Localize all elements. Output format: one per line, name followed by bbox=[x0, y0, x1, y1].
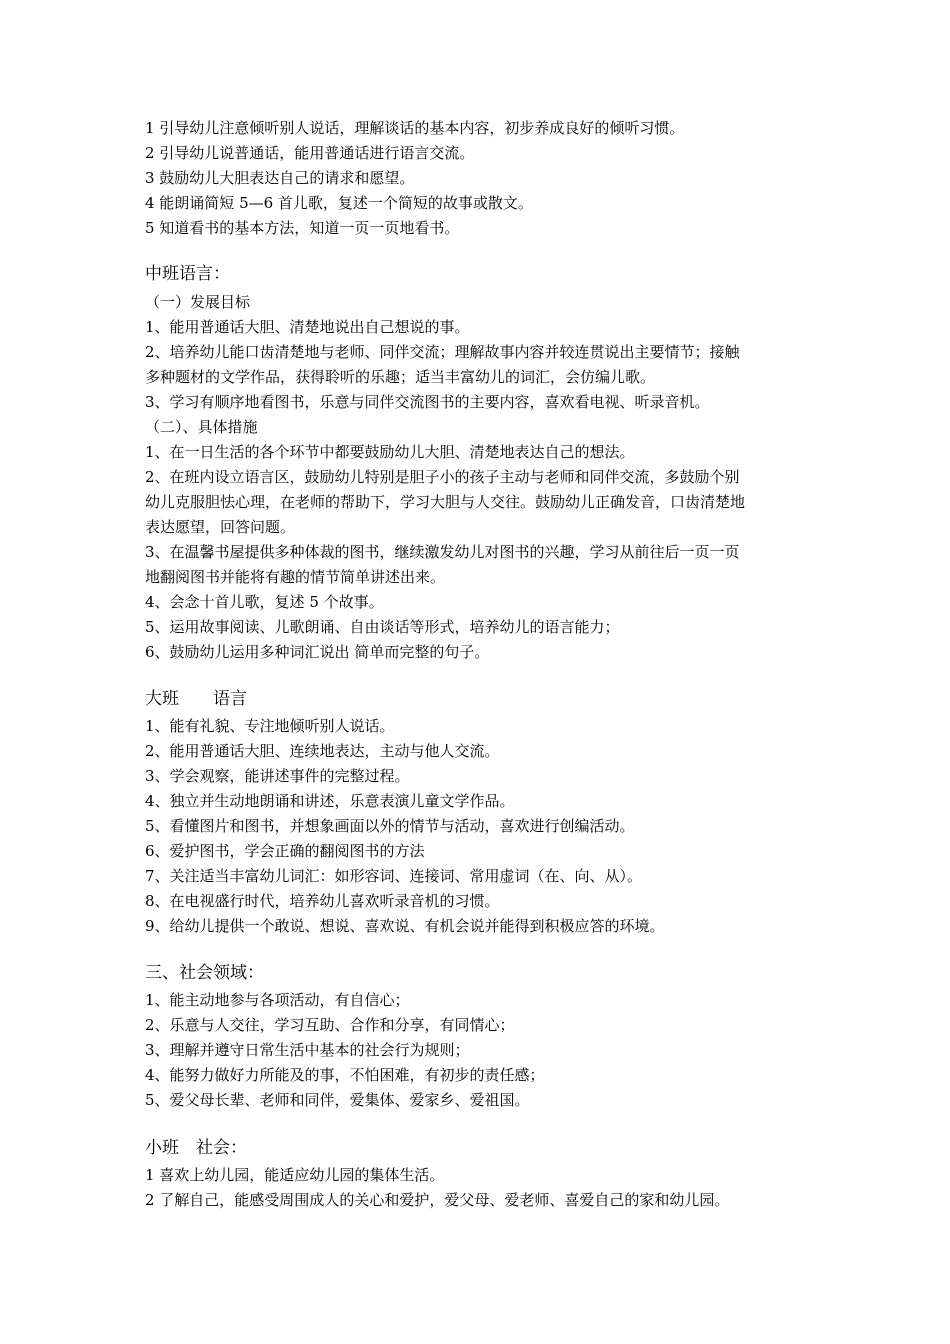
senior-item-4: 4、独立并生动地朗诵和讲述，乐意表演儿童文学作品。 bbox=[145, 792, 515, 810]
middle-measure-6: 6、鼓励幼儿运用多种词汇说出 简单而完整的句子。 bbox=[145, 643, 490, 661]
intro-line-1: 1 引导幼儿注意倾听别人说话，理解谈话的基本内容，初步养成良好的倾听习惯。 bbox=[145, 119, 685, 137]
middle-measure-5: 5、运用故事阅读、儿歌朗诵、自由谈话等形式，培养幼儿的语言能力； bbox=[145, 618, 620, 636]
social-heading: 三、社会领域： bbox=[145, 963, 264, 983]
social-item-1: 1、能主动地参与各项活动，有自信心； bbox=[145, 991, 410, 1009]
social-item-3: 3、理解并遵守日常生活中基本的社会行为规则； bbox=[145, 1041, 470, 1059]
small-social-item-1: 1 喜欢上幼儿园，能适应幼儿园的集体生活。 bbox=[145, 1166, 445, 1184]
middle-goal-2: 2、培养幼儿能口齿清楚地与老师、同伴交流；理解故事内容并较连贯说出主要情节；接触 bbox=[145, 343, 740, 361]
intro-line-2: 2 引导幼儿说普通话，能用普通话进行语言交流。 bbox=[145, 144, 475, 162]
small-social-heading: 小班 社会： bbox=[145, 1138, 247, 1158]
senior-item-1: 1、能有礼貌、专注地倾听别人说话。 bbox=[145, 717, 395, 735]
middle-goal-1: 1、能用普通话大胆、清楚地说出自己想说的事。 bbox=[145, 318, 470, 336]
middle-measures-title: （二）、具体措施 bbox=[145, 418, 258, 436]
small-social-item-2: 2 了解自己，能感受周围成人的关心和爱护，爱父母、爱老师、喜爱自己的家和幼儿园。 bbox=[145, 1191, 730, 1209]
social-item-5: 5、爱父母长辈、老师和同伴，爱集体、爱家乡、爱祖国。 bbox=[145, 1091, 530, 1109]
social-item-2: 2、乐意与人交往，学习互助、合作和分享，有同情心； bbox=[145, 1016, 515, 1034]
senior-item-5: 5、看懂图片和图书，并想象画面以外的情节与活动，喜欢进行创编活动。 bbox=[145, 817, 635, 835]
social-item-4: 4、能努力做好力所能及的事，不怕困难，有初步的责任感； bbox=[145, 1066, 545, 1084]
middle-measure-3: 3、在温馨书屋提供多种体裁的图书，继续激发幼儿对图书的兴趣，学习从前往后一页一页 bbox=[145, 543, 740, 561]
middle-measure-4: 4、会念十首儿歌，复述 5 个故事。 bbox=[145, 593, 384, 611]
middle-goals-title: （一）发展目标 bbox=[145, 293, 251, 311]
senior-item-2: 2、能用普通话大胆、连续地表达，主动与他人交流。 bbox=[145, 742, 500, 760]
middle-goal-2-cont: 多种题材的文学作品，获得聆听的乐趣；适当丰富幼儿的词汇，会仿编儿歌。 bbox=[145, 368, 656, 386]
intro-line-5: 5 知道看书的基本方法，知道一页一页地看书。 bbox=[145, 219, 460, 237]
middle-measure-2-cont-a: 幼儿克服胆怯心理，在老师的帮助下，学习大胆与人交往。鼓励幼儿正确发音，口齿清楚地 bbox=[145, 493, 746, 511]
middle-measure-3-cont: 地翻阅图书并能将有趣的情节简单讲述出来。 bbox=[145, 568, 446, 586]
senior-heading: 大班 语言 bbox=[145, 689, 247, 709]
middle-measure-2-cont-b: 表达愿望，回答问题。 bbox=[145, 518, 296, 536]
senior-item-7: 7、关注适当丰富幼儿词汇：如形容词、连接词、常用虚词（在、向、从）。 bbox=[145, 867, 643, 885]
senior-item-9: 9、给幼儿提供一个敢说、想说、喜欢说、有机会说并能得到积极应答的环境。 bbox=[145, 917, 665, 935]
senior-item-6: 6、爱护图书，学会正确的翻阅图书的方法 bbox=[145, 842, 425, 860]
intro-line-4: 4 能朗诵简短 5—6 首儿歌，复述一个简短的故事或散文。 bbox=[145, 194, 533, 212]
middle-measure-2: 2、在班内设立语言区，鼓励幼儿特别是胆子小的孩子主动与老师和同伴交流，多鼓励个别 bbox=[145, 468, 740, 486]
intro-line-3: 3 鼓励幼儿大胆表达自己的请求和愿望。 bbox=[145, 169, 415, 187]
senior-item-8: 8、在电视盛行时代，培养幼儿喜欢听录音机的习惯。 bbox=[145, 892, 500, 910]
middle-measure-1: 1、在一日生活的各个环节中都要鼓励幼儿大胆、清楚地表达自己的想法。 bbox=[145, 443, 635, 461]
middle-heading: 中班语言： bbox=[145, 264, 230, 284]
senior-item-3: 3、学会观察，能讲述事件的完整过程。 bbox=[145, 767, 410, 785]
middle-goal-3: 3、学习有顺序地看图书，乐意与同伴交流图书的主要内容，喜欢看电视、听录音机。 bbox=[145, 393, 710, 411]
